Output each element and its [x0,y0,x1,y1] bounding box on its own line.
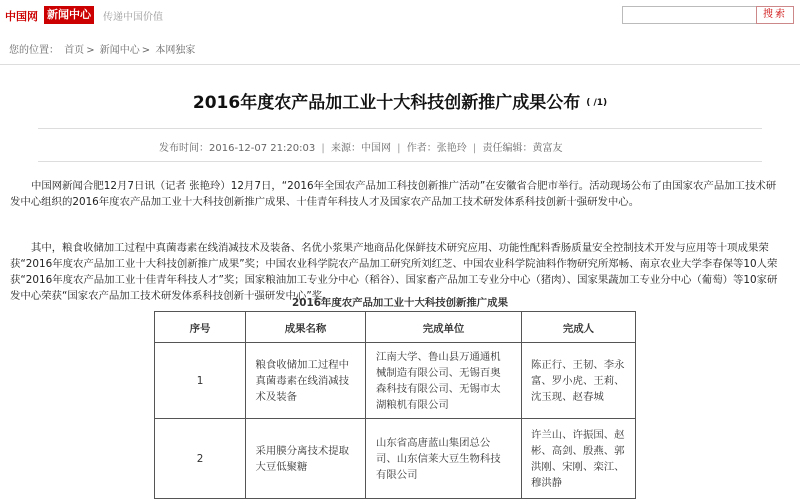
source-value: 中国网 [360,143,391,154]
source-label: 来源： [330,143,361,154]
meta-separator: | [472,143,477,154]
header-institution: 完成单位 [366,312,522,343]
meta-separator: | [397,143,401,154]
title-divider [38,128,762,129]
editor-label: 责任编辑： [482,143,533,154]
article-meta [159,139,562,154]
search-input[interactable] [622,6,758,24]
news-center-logo[interactable]: 新闻中心 [44,6,94,24]
row-institution-text: 山东省高唐蓝山集团总公司、山东信莱大豆生物科技有限公司 [376,436,501,481]
table-row [155,343,636,419]
search-button[interactable]: 搜索 [756,6,794,24]
site-slogan: 传递中国价值 [103,12,163,23]
header-index: 序号 [155,312,246,343]
row-achievement-text: 采用膜分离技术提取大豆低聚糖 [255,444,350,473]
author-value: 张艳玲 [436,143,467,154]
results-table [154,311,636,499]
row-people-text: 陈正行、王韧、李永富、罗小虎、王莉、沈玉现、赵春城 [531,358,625,403]
header-divider [0,64,800,65]
breadcrumb-news-center[interactable]: 新闻中心 [99,45,140,56]
article-title: 2016年度农产品加工业十大科技创新推广成果公布 [192,93,581,113]
editor-value: 黄富友 [532,143,563,154]
row-achievement-text: 粮食收储加工过程中真菌毒素在线消减技术及装备 [255,358,350,403]
row-achievement [246,343,366,419]
row-institution-text: 江南大学、鲁山县万通通机械制造有限公司、无锡百奥森科技有限公司、无锡市太湖粮机有限公司 [376,350,501,411]
row-people [522,419,636,499]
row-index: 1 [155,343,246,419]
author-label: 作者： [406,143,437,154]
breadcrumb-label: 您的位置： [9,45,59,56]
breadcrumb [9,41,197,56]
table-caption: 2016年度农产品加工业十大科技创新推广成果 [292,297,508,309]
breadcrumb-separator: > [141,45,151,56]
article-paragraph-2: 其中，粮食收储加工过程中真菌毒素在线消减技术及装备、名优小浆果产地商品化保鲜技术研究应用、功能性配料香肠质量安全控制技术开发与应用等十项成果荣获“2016年度农产品加工业十大科技创新推广成果”奖；中国农业科学院农产品加工研究所刘红芝、中国农业科学院油料作物研究所郑畅、南京农业大学李春保等10人荣获“2016年度农产品加工业十佳青年科技人才”奖；国家粮油加工专业分中心（稻谷）、国家畜产品加工专业分中心（猪肉）、国家果蔬加工专业分中心（葡萄）等10家研发中心荣获“国家农产品加工技术研发体系科技创新十强研发中心”奖。 [10,242,778,302]
breadcrumb-separator: > [86,45,95,56]
breadcrumb-exclusive[interactable]: 本网独家 [155,45,196,56]
published-time: 2016-12-07 21:20:03 [209,143,316,154]
header-achievement: 成果名称 [246,312,366,343]
row-institution [366,343,522,419]
row-achievement [246,419,366,499]
article-paragraph-1: 中国网新闻合肥12月7日讯（记者 张艳玲）12月7日，“2016年全国农产品加工科技创新推广活动”在安徽省合肥市举行。活动现场公布了由国家农产品加工技术研发中心组织的2016年度农产品加工业十大科技创新推广成果、十佳青年科技人才及国家农产品加工技术研发体系科技创新十强研发中心。 [10,180,777,208]
row-index: 2 [155,419,246,499]
article-title-row [0,88,800,113]
table-header-row [155,312,636,343]
site-logo[interactable]: 中国网 [5,10,38,23]
breadcrumb-home[interactable]: 首页 [64,45,85,56]
row-people-text: 许兰山、许振国、赵彬、高剑、殷燕、郭洪刚、宋刚、栾江、穆洪静 [531,428,625,489]
site-header [0,0,800,32]
row-institution [366,419,522,499]
meta-divider [38,161,762,162]
published-label: 发布时间： [159,143,209,154]
table-row [155,419,636,499]
page-indicator: ( /1) [586,98,608,108]
meta-separator: | [321,143,325,154]
row-people [522,343,636,419]
header-people: 完成人 [522,312,636,343]
